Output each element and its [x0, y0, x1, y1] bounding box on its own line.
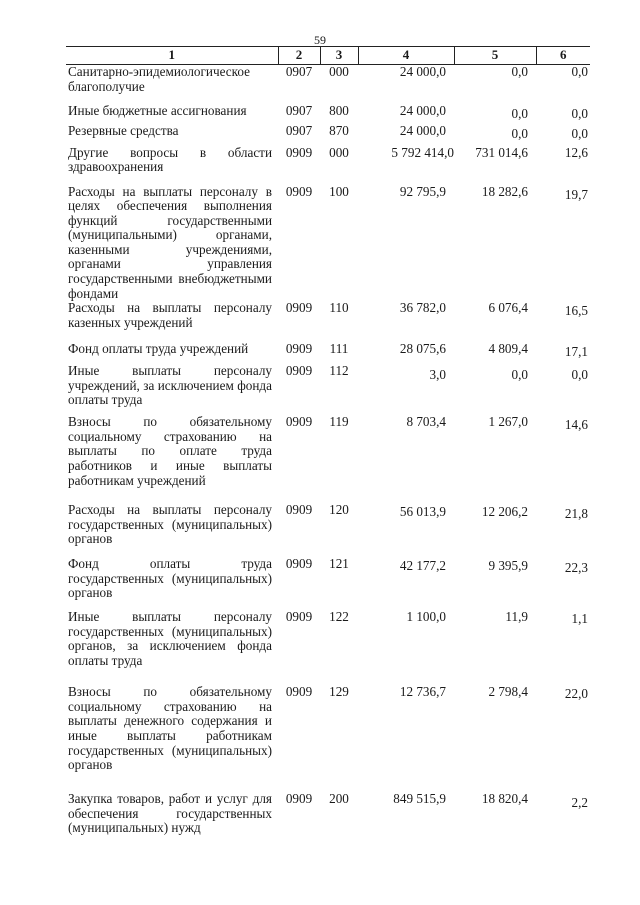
row-name: Иные бюджетные ассигнования [68, 102, 247, 118]
row-name: Взносы по обязательному социальному страхованию на выплаты по оплате труда работников и иные выплаты работникам учреждений [68, 414, 272, 488]
row-exec: 1 267,0 [488, 414, 528, 430]
row-name: Иные выплаты персоналу государственных (муниципальных) органов, за исключением фонда оплаты труда [68, 609, 272, 669]
row-plan: 28 075,6 [399, 341, 446, 357]
row-plan: 24 000,0 [399, 102, 446, 118]
table-row [66, 685, 590, 792]
row-exec: 4 809,4 [488, 341, 528, 357]
row-name: Другие вопросы в области здравоохранения [68, 144, 272, 175]
row-section: 0909 [285, 363, 313, 379]
row-exec: 18 820,4 [481, 791, 528, 807]
row-pct: 0,0 [571, 125, 588, 141]
row-pct: 22,0 [564, 686, 588, 702]
row-section: 0907 [285, 122, 313, 138]
column-header-4: 4 [358, 47, 454, 65]
row-type: 200 [329, 791, 349, 807]
row-section: 0909 [285, 609, 313, 625]
column-header-1: 1 [66, 47, 278, 65]
header-row [66, 47, 590, 65]
table-header [66, 47, 590, 65]
table-row [66, 146, 590, 185]
row-exec: 0,0 [511, 367, 528, 383]
row-exec: 0,0 [511, 105, 528, 121]
row-plan: 1 100,0 [406, 609, 446, 625]
row-type: 111 [329, 341, 349, 357]
table-row [66, 503, 590, 557]
row-section: 0907 [285, 64, 313, 79]
row-name: Закупка товаров, работ и услуг для обеспечения государственных (муниципальных) нужд [68, 791, 272, 836]
row-exec: 18 282,6 [481, 183, 528, 199]
row-section: 0909 [285, 300, 313, 316]
row-type: 100 [329, 183, 349, 199]
row-pct: 19,7 [564, 186, 588, 202]
row-plan: 36 782,0 [399, 300, 446, 316]
table-row [66, 342, 590, 364]
budget-table [66, 46, 590, 844]
row-section: 0909 [285, 791, 313, 807]
row-plan: 92 795,9 [399, 183, 446, 199]
row-section: 0909 [285, 183, 313, 199]
row-plan: 56 013,9 [399, 504, 446, 520]
row-name: Фонд оплаты труда государственных (муниципальных) органов [68, 556, 272, 601]
row-pct: 16,5 [564, 303, 588, 319]
row-pct: 2,2 [571, 795, 588, 811]
row-name: Фонд оплаты труда учреждений [68, 341, 249, 357]
row-name: Расходы на выплаты персоналу государственных (муниципальных) органов [68, 502, 272, 547]
table-row [66, 124, 590, 146]
column-header-6: 6 [536, 47, 590, 65]
row-name: Взносы по обязательному социальному страхованию на выплаты денежного содержания и иные выплаты работникам государственных (муниципальных) органов [68, 684, 272, 773]
table-row [66, 415, 590, 503]
row-type: 000 [329, 64, 349, 79]
row-pct: 17,1 [564, 344, 588, 360]
row-section: 0909 [285, 502, 313, 518]
table-row [66, 185, 590, 302]
row-section: 0909 [285, 556, 313, 572]
table-row [66, 557, 590, 610]
table-row [66, 792, 590, 844]
page-number: 59 [314, 33, 326, 47]
row-section: 0909 [285, 144, 313, 160]
row-pct: 21,8 [564, 506, 588, 522]
row-exec: 0,0 [511, 64, 528, 79]
row-type: 870 [329, 122, 349, 138]
row-type: 120 [329, 502, 349, 518]
table-row [66, 65, 590, 102]
row-plan: 5 792 414,0 [391, 144, 454, 160]
row-section: 0907 [285, 102, 313, 118]
row-pct: 22,3 [564, 560, 588, 576]
row-exec: 9 395,9 [488, 558, 528, 574]
row-type: 112 [329, 363, 349, 379]
column-header-3: 3 [320, 47, 358, 65]
table-row [66, 102, 590, 124]
row-plan: 3,0 [429, 367, 446, 383]
row-exec: 6 076,4 [488, 300, 528, 316]
column-header-5: 5 [454, 47, 536, 65]
table-row [66, 610, 590, 685]
row-type: 121 [329, 556, 349, 572]
row-pct: 14,6 [564, 417, 588, 433]
table-body [66, 65, 590, 845]
row-type: 800 [329, 102, 349, 118]
column-header-2: 2 [278, 47, 320, 65]
row-name: Иные выплаты персоналу учреждений, за исключением фонда оплаты труда [68, 363, 272, 408]
row-plan: 24 000,0 [399, 64, 446, 79]
row-type: 119 [329, 414, 349, 430]
row-type: 000 [329, 144, 349, 160]
row-exec: 0,0 [511, 125, 528, 141]
row-exec: 731 014,6 [475, 144, 528, 160]
row-name: Расходы на выплаты персоналу казенных учреждений [68, 300, 272, 330]
row-plan: 42 177,2 [399, 558, 446, 574]
table-row [66, 301, 590, 342]
row-pct: 12,6 [564, 144, 588, 160]
row-section: 0909 [285, 414, 313, 430]
row-plan: 12 736,7 [399, 684, 446, 700]
row-type: 110 [329, 300, 349, 316]
row-plan: 8 703,4 [406, 414, 446, 430]
row-pct: 0,0 [571, 64, 588, 79]
row-exec: 12 206,2 [481, 504, 528, 520]
row-pct: 1,1 [571, 611, 588, 627]
row-type: 122 [329, 609, 349, 625]
row-exec: 2 798,4 [488, 684, 528, 700]
table-row [66, 364, 590, 415]
row-plan: 24 000,0 [399, 122, 446, 138]
row-section: 0909 [285, 341, 313, 357]
row-type: 129 [329, 684, 349, 700]
row-name: Резервные средства [68, 122, 179, 138]
row-pct: 0,0 [571, 367, 588, 383]
row-plan: 849 515,9 [393, 791, 446, 807]
row-section: 0909 [285, 684, 313, 700]
row-name: Расходы на выплаты персоналу в целях обеспечения выполнения функций государственными (муниципальными) органами, казенными учреждениями, органами управления государственными внебюджетными фондами [68, 183, 272, 301]
row-exec: 11,9 [505, 609, 528, 625]
row-name: Санитарно-эпидемиологическое благополучие [68, 64, 250, 94]
row-pct: 0,0 [571, 105, 588, 121]
